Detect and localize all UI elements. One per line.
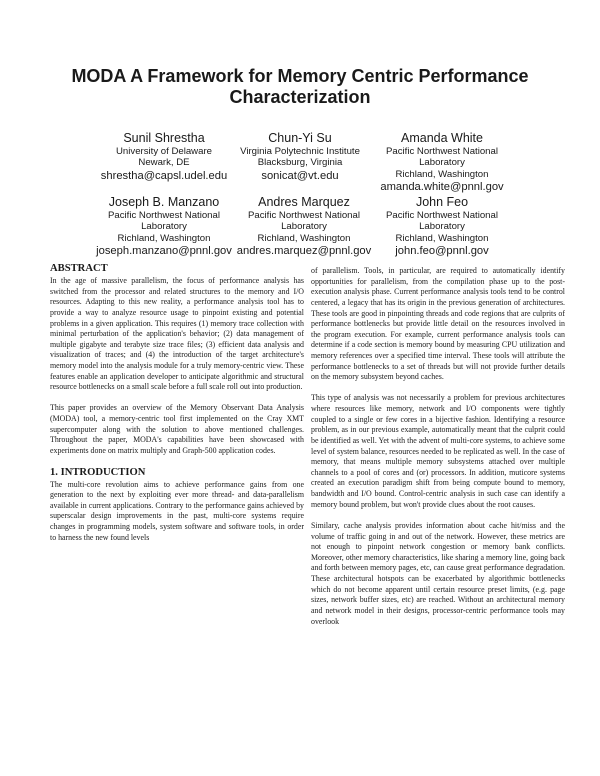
author-name: Amanda White xyxy=(401,131,483,145)
author-block xyxy=(354,195,530,258)
author-name: Joseph B. Manzano xyxy=(108,195,220,209)
author-affiliation: Blacksburg, Virginia xyxy=(257,157,343,169)
abstract-paragraph: This paper provides an overview of the Memory Observant Data Analysis (MODA) tool, a memory-centric tool first implemented on the Cray XMT supercomputer along with the solution to above mentioned challenges. Throughout the paper, MODA's capabilities have been showcased with experiments done on matrix multiply and Graph-500 application codes. xyxy=(50,403,304,455)
right-column xyxy=(311,266,565,627)
introduction-heading: 1. INTRODUCTION xyxy=(50,466,146,478)
author-affiliation: Newark, DE xyxy=(138,157,190,169)
author-affiliation: Richland, Washington xyxy=(117,232,211,244)
author-affiliation: Richland, Washington xyxy=(395,232,489,244)
author-affiliation: University of Delaware xyxy=(116,146,212,157)
title-line-2: Characterization xyxy=(229,87,371,107)
author-affiliation: Pacific Northwest National xyxy=(386,210,498,221)
author-name: Chun-Yi Su xyxy=(268,131,332,145)
author-name: Andres Marquez xyxy=(258,195,350,209)
author-affiliation: Virginia Polytechnic Institute xyxy=(240,146,360,157)
author-email: joseph.manzano@pnnl.gov xyxy=(96,245,232,258)
author-affiliation: Richland, Washington xyxy=(395,168,489,180)
abstract-paragraph: In the age of massive parallelism, the focus of performance analysis has switched from the processor and related structures to the memory and I/O resources. Adapting to this new reality, a performance analysis tool has to provide a way to analyze resource usage to pinpoint existing and potential problems in a given application. This requires (1) memory trace collection with minimal perturbation of the application's behavior; (2) data management of multiple gigabyte and terabyte size trace files; (3) efficient data analysis and visualization of traces; and (4) the introduction of the target architecture's memory model into the analysis module for a truly memory-centric view. These features enable an application developer to anticipate algorithmic and structural resource bottlenecks on a small scale before a full scale roll out into production. xyxy=(50,276,304,392)
body-paragraph: of parallelism. Tools, in particular, are required to automatically identify opportunities for parallelism, from the compilation phase up to the post-execution analysis phase. Current performance analysis tools tend to be control centered, a legacy that has its origin in the previous generation of architectures. These tools are good in pinpointing threads and code regions that are culprits of performance bottlenecks but provide little detail on the resources involved in the program execution. For example, current performance analysis tools can determine if a code section is memory bound by measuring CPU utilization and memory references over a specified time interval. These tools will attribute the performance bottlenecks to a set of threads but will not provide further details on the memory subsystem beyond caches. xyxy=(311,266,565,382)
author-affiliation: Laboratory xyxy=(419,221,465,233)
author-email: andres.marquez@pnnl.gov xyxy=(236,245,372,258)
author-block xyxy=(354,131,530,194)
author-affiliation: Pacific Northwest National xyxy=(248,210,360,221)
author-affiliation: Pacific Northwest National xyxy=(386,146,498,157)
author-email: john.feo@pnnl.gov xyxy=(395,245,489,258)
body-paragraph: This type of analysis was not necessarily a problem for previous architectures where resources like memory, network and I/O components were tightly coupled to a single or few cores in a bijective fashion. Identifying a resource problem, as in our previous example, automatically meant that the culprit could be identified as well. Yet with the advent of multi-core systems, to achieve some level of system balance, resources needed to be replicated as well. In the case of memory, that means multiple memory subsystems attached over multiple channels to a pool of cores and (or) processors. In addition, muticore systems created an execution paradigm shift from being compute bound to memory, bandwidth and I/O bound. Control-centric analysis in such case can identify a memory bound problem, but won't provide clues about the root causes. xyxy=(311,393,565,509)
author-email: sonicat@vt.edu xyxy=(261,169,339,182)
author-name: Sunil Shrestha xyxy=(123,131,205,145)
author-affiliation: Pacific Northwest National xyxy=(108,210,220,221)
author-email: shrestha@capsl.udel.edu xyxy=(100,169,228,182)
author-affiliation: Laboratory xyxy=(141,221,187,233)
author-affiliation: Richland, Washington xyxy=(257,232,351,244)
author-name: John Feo xyxy=(415,195,469,209)
left-column xyxy=(50,263,304,543)
author-affiliation: Laboratory xyxy=(281,221,327,233)
paper-title xyxy=(50,66,550,108)
author-affiliation: Laboratory xyxy=(419,157,465,169)
body-paragraph: The multi-core revolution aims to achieve performance gains from one generation to the next by exploiting ever more thread- and data-parallelism available in current applications. Contrary to the performance gains achieved by superscalar design improvements in the past, multi-core systems require changes in programming models, system software and software tools, in order to harness the new found levels xyxy=(50,479,304,542)
abstract-heading: ABSTRACT xyxy=(50,263,108,274)
body-paragraph: Similary, cache analysis provides information about cache hit/miss and the volume of traffic going in and out of the network. However, these metrics are not enough to pinpoint network congestion or memory bank conflicts. Moreover, other memory characteristics, like sharing a memory line, going back and forth between memory pages, etc, can cause great performance degradation. These architectural hotspots can be exacerbated by algorithmic bottlenecks which do not become apparent until certain resource preset limits, (e.g. page sizes, network buffer sizes, etc) are reached. Without an architectural memory and network model in their designs, processor-centric performance tools may overlook xyxy=(311,520,565,626)
author-email: amanda.white@pnnl.gov xyxy=(380,181,504,194)
title-line-1: MODA A Framework for Memory Centric Performance xyxy=(71,66,529,86)
